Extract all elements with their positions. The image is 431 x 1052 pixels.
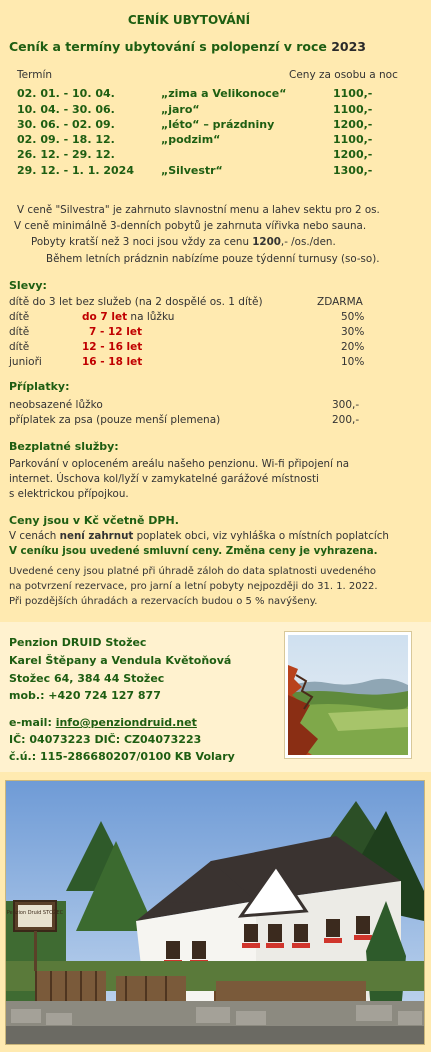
- price-dates: 26. 12. - 29. 12.: [17, 148, 115, 161]
- prices-info-line: [9, 529, 389, 544]
- price-season: „zima a Velikonoce“: [161, 87, 287, 100]
- price-row: [0, 87, 431, 103]
- price-row: [0, 133, 431, 149]
- discount-age-text: 16 - 18 let: [82, 356, 143, 368]
- prices-info-line: V ceníku jsou uvedené smluvní ceny. Změna ceny je vyhrazena.: [9, 545, 378, 557]
- prices-info-text: [9, 529, 389, 559]
- payment-line: Uvedené ceny jsou platné při úhradě záloh do data splatnosti uvedeného: [9, 566, 377, 577]
- note-short-stays-post: ,- /os./den.: [280, 236, 336, 248]
- discount-row: junioři: [9, 356, 42, 368]
- price-value: 1300,-: [333, 164, 373, 177]
- price-value: 1100,-: [333, 103, 373, 116]
- discount-age: [82, 311, 174, 323]
- free-services-heading: Bezplatné služby:: [9, 440, 119, 453]
- note-short-stays: [31, 236, 336, 248]
- price-value: 1200,-: [333, 148, 373, 161]
- prices-info-b: není zahrnut: [59, 530, 134, 542]
- contact-address: Stožec 64, 384 44 Stožec: [9, 672, 165, 685]
- discount-value: 50%: [341, 311, 365, 323]
- note-summer: Během letních prádznin nabízíme pouze týdenní turnusy (so-so).: [46, 253, 380, 265]
- surcharges-heading: Příplatky:: [9, 380, 70, 393]
- price-dates: 29. 12. - 1. 1. 2024: [17, 164, 134, 177]
- price-row: [0, 103, 431, 119]
- discount-age: [89, 326, 142, 338]
- discount-value: ZDARMA: [317, 296, 363, 308]
- contact-name: Penzion DRUID Stožec: [9, 636, 147, 649]
- price-season: „podzim“: [161, 133, 221, 146]
- discount-value: 30%: [341, 326, 365, 338]
- price-dates: 30. 06. - 02. 09.: [17, 118, 115, 131]
- discount-age: [82, 341, 142, 353]
- price-dates: 10. 04. - 30. 06.: [17, 103, 115, 116]
- free-services-line: s elektrickou přípojkou.: [9, 488, 129, 500]
- note-whirlpool: V ceně minimálně 3-denních pobytů je zahrnuta vířivka nebo sauna.: [14, 220, 367, 232]
- price-dates: 02. 09. - 18. 12.: [17, 133, 115, 146]
- pension-sign-text: Penzion Druid STOŽEC: [6, 910, 64, 916]
- note-short-stays-pre: Pobyty kratší než 3 noci jsou vždy za cenu: [31, 236, 253, 248]
- discount-row: dítě: [9, 341, 30, 353]
- free-services-line: internet. Úschova kol/lyží v zamykatelné garážové místnosti: [9, 473, 319, 485]
- price-season: „léto“ – prázdniny: [161, 118, 275, 131]
- prices-info-a: V cenách: [9, 530, 60, 542]
- discount-age-text: 7 - 12 let: [89, 326, 142, 338]
- email-link[interactable]: info@penziondruid.net: [55, 716, 197, 729]
- contact-owners: Karel Štěpany a Vendula Květoňová: [9, 654, 232, 667]
- price-value: 1100,-: [333, 87, 373, 100]
- discount-row: dítě: [9, 311, 30, 323]
- pension-photo: [5, 780, 425, 1045]
- contact-account: č.ú.: 115-286680207/0100 KB Volary: [9, 750, 235, 763]
- note-short-stays-price: 1200: [252, 236, 281, 248]
- discount-age-text: do 7 let: [82, 311, 128, 323]
- payment-line: Při pozdějších úhradách a rezervacích budou o 5 % navýšeny.: [9, 596, 318, 607]
- contact-ico: IČ: 04073223 DIČ: CZ04073223: [9, 733, 202, 746]
- price-row: [0, 148, 431, 164]
- price-value: 1200,-: [333, 118, 373, 131]
- surcharge-value: 300,-: [332, 399, 360, 411]
- landscape-thumbnail[interactable]: [284, 631, 412, 759]
- prices-info-heading: Ceny jsou v Kč včetně DPH.: [9, 514, 179, 527]
- page-title: CENÍK UBYTOVÁNÍ: [127, 13, 251, 27]
- contact-email: [9, 716, 197, 729]
- price-value: 1100,-: [333, 133, 373, 146]
- subtitle-year: 2023: [331, 39, 367, 54]
- discount-value: 10%: [341, 356, 365, 368]
- discounts-heading: Slevy:: [9, 279, 47, 292]
- payment-line: na potvrzení rezervace, pro jarní a letní pobyty nejpozději do 31. 1. 2022.: [9, 581, 378, 592]
- discount-row: dítě do 3 let bez služeb (na 2 dospělé os. 1 dítě): [9, 296, 263, 308]
- price-header-price: Ceny za osobu a noc: [289, 69, 398, 81]
- discount-age-text: 12 - 16 let: [82, 341, 143, 353]
- price-header-term: Termín: [17, 69, 53, 81]
- price-season: „jaro“: [161, 103, 200, 116]
- free-services-line: Parkování v oploceném areálu našeho penzionu. Wi-fi připojení na: [9, 458, 350, 470]
- discount-value: 20%: [341, 341, 365, 353]
- contact-mobile: mob.: +420 724 127 877: [9, 689, 161, 702]
- price-row: [0, 164, 431, 180]
- price-season: „Silvestr“: [161, 164, 223, 177]
- prices-info-c: poplatek obci, viz vyhláška o místních poplatcích: [133, 530, 389, 542]
- surcharge-row: neobsazené lůžko: [9, 399, 103, 411]
- discount-age: [82, 356, 142, 368]
- discount-row: dítě: [9, 326, 30, 338]
- free-services-text: [9, 457, 349, 502]
- note-silvestr: V ceně "Silvestra" je zahrnuto slavnostní menu a lahev sektu pro 2 os.: [17, 204, 380, 216]
- pension-house-image: [6, 781, 424, 1044]
- discount-age-suffix: na lůžku: [127, 311, 175, 323]
- surcharge-row: příplatek za psa (pouze menší plemena): [9, 414, 221, 426]
- page-subtitle: [9, 39, 366, 54]
- payment-text: [9, 564, 378, 609]
- surcharge-value: 200,-: [332, 414, 360, 426]
- contact-email-label: e-mail:: [9, 716, 56, 729]
- landscape-image: [288, 635, 408, 755]
- price-dates: 02. 01. - 10. 04.: [17, 87, 115, 100]
- price-row: [0, 118, 431, 134]
- subtitle-text: Ceník a termíny ubytování s polopenzí v roce: [9, 39, 332, 54]
